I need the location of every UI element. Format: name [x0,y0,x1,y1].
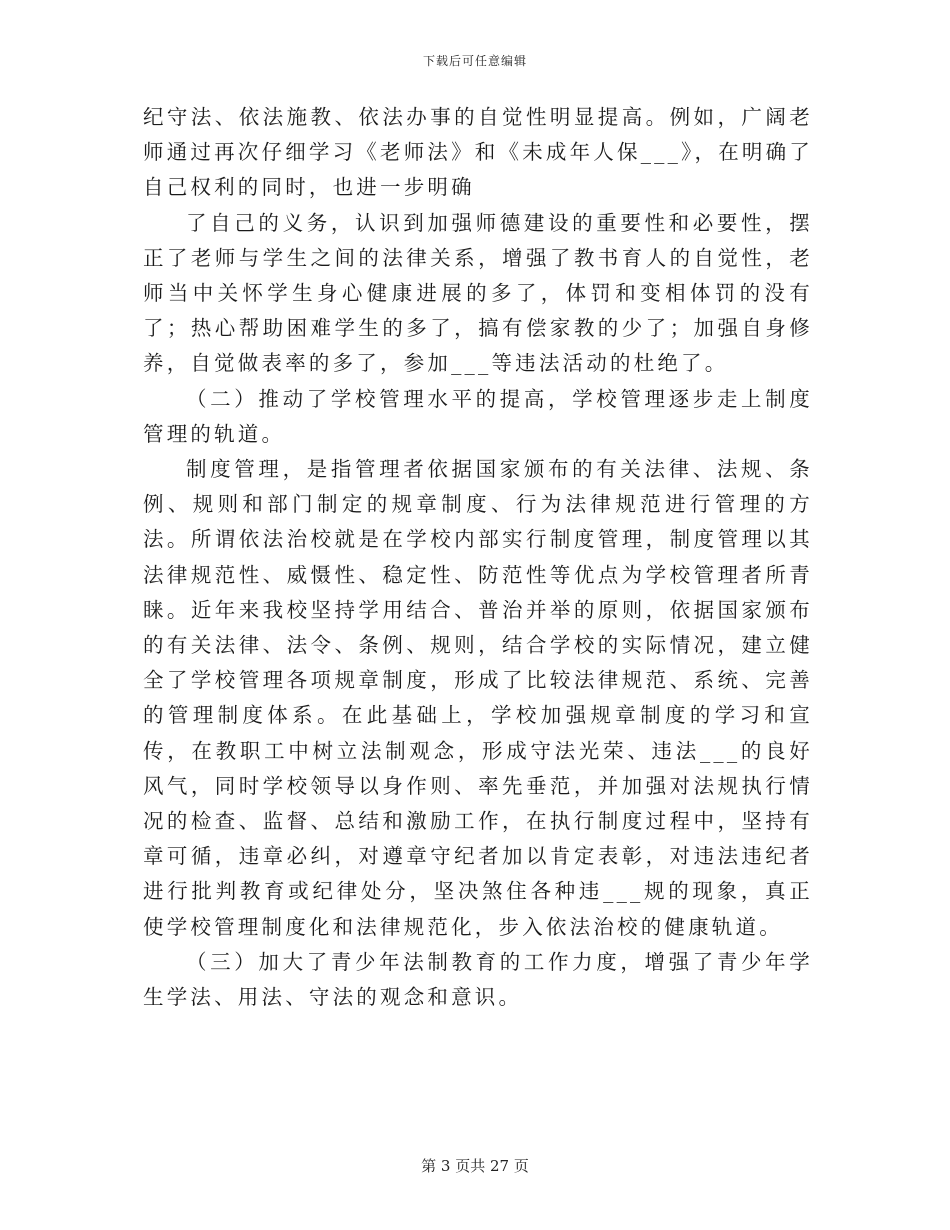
paragraph-continuation: 纪守法、依法施教、依法办事的自觉性明显提高。例如，广阔老师通过再次仔细学习《老师法》和《未成年人保___》，在明确了自己权利的同时，也进一步明确 [143,105,813,200]
page-number: 第 3 页共 27 页 [421,1157,529,1175]
paragraph-teacher-duties: 了自己的义务，认识到加强师德建设的重要性和必要性，摆正了老师与学生之间的法律关系，增强了教书育人的自觉性，老师当中关怀学生身心健康进展的多了，体罚和变相体罚的没有了；热心帮助困难学生的多了，搞有偿家教的少了；加强自身修养，自觉做表率的多了，参加___等违法活动的杜绝了。 [143,210,813,376]
section-heading-management: （二）推动了学校管理水平的提高，学校管理逐步走上制度管理的轨道。 [143,386,813,446]
page-header-note: 下载后可任意编辑 [422,54,527,68]
paragraph-institutional-management: 制度管理，是指管理者依据国家颁布的有关法律、法规、条例、规则和部门制定的规章制度、行为法律规范进行管理的方法。所谓依法治校就是在学校内部实行制度管理，制度管理以其法律规范性、威慑性、稳定性、防范性等优点为学校管理者所青睐。近年来我校坚持学用结合、普治并举的原则，依据国家颁布的有关法律、法令、条例、规则，结合学校的实际情况，建立健全了学校管理各项规章制度，形成了比较法律规范、系统、完善的管理制度体系。在此基础上，学校加强规章制度的学习和宣传，在教职工中树立法制观念，形成守法光荣、违法___的良好风气，同时学校领导以身作则、率先垂范，并加强对法规执行情况的检查、监督、总结和激励工作，在执行制度过程中，坚持有章可循，违章必纠，对遵章守纪者加以肯定表彰，对违法违纪者进行批判教育或纪律处分，坚决煞住各种违___规的现象，真正使学校管理制度化和法律规范化，步入依法治校的健康轨道。 [143,457,813,939]
document-body [143,100,813,1015]
section-heading-youth-education: （三）加大了青少年法制教育的工作力度，增强了青少年学生学法、用法、守法的观念和意识。 [143,949,813,1010]
